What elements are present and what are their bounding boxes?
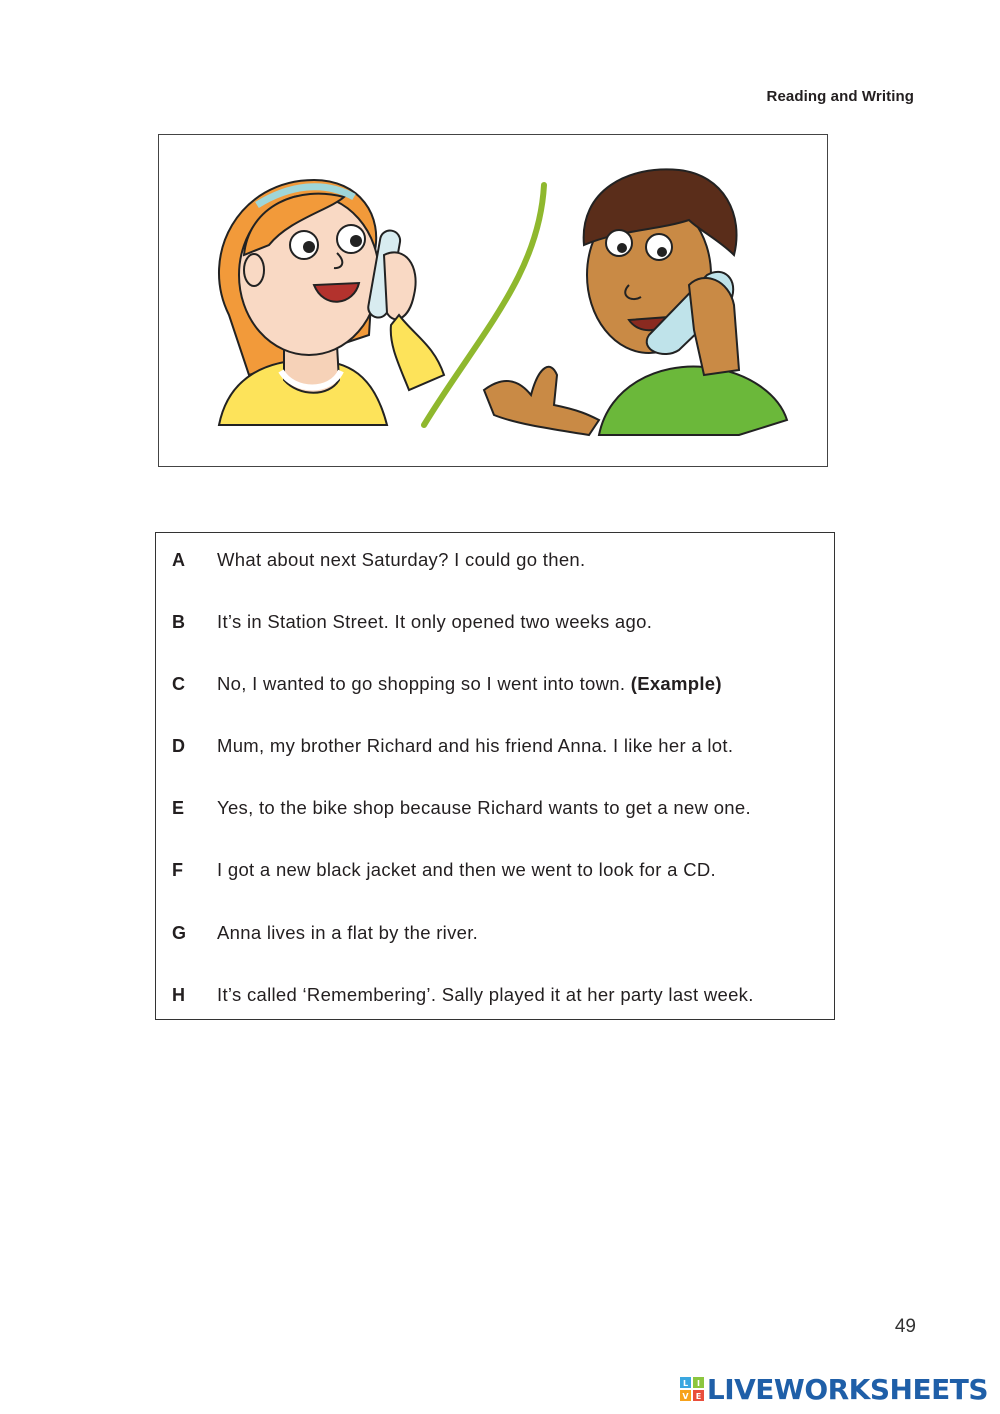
option-letter: D [172, 735, 185, 756]
option-letter: B [172, 611, 185, 632]
page-number: 49 [894, 1316, 916, 1337]
option-text: Mum, my brother Richard and his friend Anna. I like her a lot. [217, 735, 734, 756]
option-text: It’s in Station Street. It only opened two weeks ago. [217, 611, 653, 632]
liveworksheets-logo-icon [680, 1377, 704, 1401]
option-letter: C [172, 673, 185, 694]
answer-options-box [155, 532, 835, 1020]
svg-text:V: V [682, 1392, 689, 1401]
option-text: What about next Saturday? I could go then. [217, 549, 586, 570]
option-letter: H [172, 984, 185, 1005]
option-text: It’s called ‘Remembering’. Sally played it at her party last week. [217, 984, 754, 1005]
option-letter: G [172, 922, 187, 943]
boy-figure [484, 169, 787, 435]
option-letter: A [172, 549, 185, 570]
watermark-text: LIVEWORKSHEETS [706, 1372, 988, 1406]
section-title: Reading and Writing [766, 88, 914, 105]
option-letter: E [172, 797, 185, 818]
option-text: I got a new black jacket and then we went to look for a CD. [217, 859, 716, 880]
option-letter: F [172, 859, 183, 880]
option-text: Anna lives in a flat by the river. [217, 922, 479, 943]
example-label: (Example) [630, 673, 722, 694]
phone-conversation-illustration [158, 134, 828, 467]
girl-figure [219, 180, 444, 425]
liveworksheets-watermark[interactable] [680, 1372, 988, 1406]
option-text: No, I wanted to go shopping so I went into town. (Example) [217, 673, 722, 694]
svg-text:I: I [696, 1379, 700, 1388]
svg-text:L: L [682, 1379, 688, 1388]
svg-text:E: E [695, 1392, 702, 1401]
option-text: Yes, to the bike shop because Richard wants to get a new one. [217, 797, 751, 818]
